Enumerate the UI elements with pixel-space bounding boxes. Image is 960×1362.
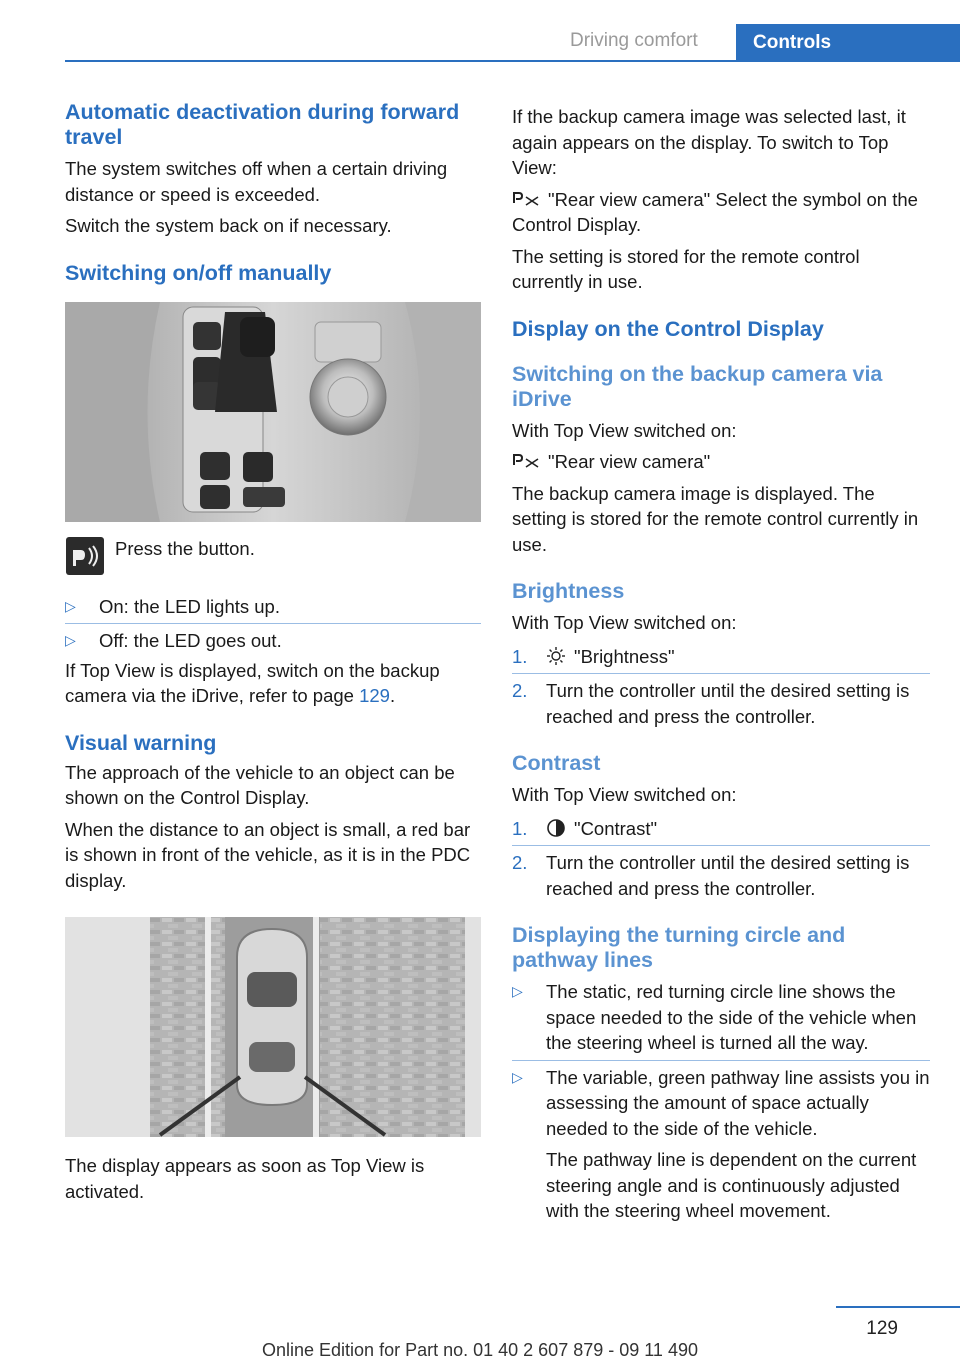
triangle-bullet-icon: ▷: [65, 632, 76, 648]
header-chapter-tab: Controls: [736, 24, 960, 62]
paragraph-rear: "Rear view camera": [512, 449, 930, 475]
list-item: ▷ The variable, green pathway line assists you in assessing the amount of space actually needed to the side of the vehicle.: [512, 1065, 930, 1142]
top-view-image: [65, 917, 481, 1137]
list-item: 2. Turn the controller until the desired setting is reached and press the controller.: [512, 680, 910, 727]
paragraph-display: The display appears as soon as Top View is activated.: [65, 1155, 425, 1202]
paragraph: With Top View switched on:: [512, 612, 737, 633]
paragraph: The backup camera image is displayed. The setting is stored for the remote control currently in use.: [512, 482, 919, 555]
page-number: 129: [866, 1318, 898, 1339]
triangle-bullet-icon: ▷: [512, 1068, 523, 1085]
paragraph: The approach of the vehicle to an object can be shown on the Control Display.: [65, 761, 455, 808]
paragraph: The system switches off when a certain driving distance or speed is exceeded.: [65, 158, 448, 205]
list-item: 1. "Contrast": [512, 817, 658, 839]
paragraph: If the backup camera image was selected last, it again appears on the display. To switch to Top View:: [512, 106, 906, 178]
led-bullets: [65, 594, 481, 654]
divider: [512, 845, 930, 846]
paragraph: Switch the system back on if necessary.: [65, 215, 392, 236]
contrast-icon: [546, 818, 566, 838]
paragraph: The setting is stored for the remote control currently in use.: [512, 245, 860, 292]
heading-switching-manually: Switching on/off manually: [65, 260, 332, 285]
triangle-bullet-icon: ▷: [512, 983, 523, 999]
footer-edition: Online Edition for Part no. 01 40 2 607 879 - 09 11 490: [262, 1340, 698, 1360]
contrast-steps: [512, 816, 930, 902]
paragraph: With Top View switched on:: [512, 419, 737, 441]
heading-switch-backup-camera: Switching on the backup camera via iDrive: [512, 361, 883, 411]
rear-view-camera-icon: [512, 451, 540, 471]
divider: [512, 1060, 930, 1061]
heading-turning-circle: Displaying the turning circle and pathway lines: [512, 923, 846, 972]
footer-rule: [836, 1306, 960, 1308]
list-item: ▷ Off: the LED goes out.: [65, 628, 481, 654]
heading-contrast: Contrast: [512, 751, 601, 775]
console-photo: [65, 302, 481, 522]
divider: [65, 623, 481, 624]
paragraph-rear-select: "Rear view camera" Select the symbol on the Control Display.: [512, 188, 918, 235]
press-button-text: Press the button.: [115, 537, 255, 559]
paragraph: When the distance to an object is small, a red bar is shown in front of the vehicle, as it is in the PDC display.: [65, 818, 471, 891]
list-item: ▷ On: the LED lights up.: [65, 594, 481, 620]
list-item-continuation: The pathway line is dependent on the current steering angle and is continuously adjusted with the steering wheel movement.: [546, 1149, 917, 1221]
rear-view-camera-icon: [512, 189, 540, 209]
brightness-steps: [512, 644, 930, 730]
heading-brightness: Brightness: [512, 579, 625, 603]
paragraph: With Top View switched on:: [512, 784, 737, 805]
left-column: [65, 100, 481, 1204]
brightness-icon: [546, 646, 566, 666]
list-item: ▷ The static, red turning circle line shows the space needed to the side of the vehicle when the steering wheel is turned all the way.: [512, 979, 930, 1056]
right-column: [512, 100, 930, 1224]
list-item: 2. Turn the controller until the desired setting is reached and press the controller.: [512, 852, 910, 899]
heading-display-control: Display on the Control Display: [512, 316, 824, 341]
header-section-title: Driving comfort: [570, 30, 698, 51]
heading-visual-warning: Visual warning: [65, 730, 217, 755]
page-link[interactable]: 129: [359, 685, 390, 706]
list-item: 1. "Brightness": [512, 645, 675, 667]
heading-automatic-deactivation: Automatic deactivation during forward travel: [65, 100, 460, 149]
turning-bullets: [512, 979, 930, 1224]
press-button-row: [65, 536, 481, 576]
pdc-button-icon: [65, 536, 105, 576]
triangle-bullet-icon: ▷: [65, 597, 76, 614]
divider: [512, 673, 930, 674]
paragraph-topview: If Top View is displayed, switch on the backup camera via the iDrive, refer to page 129.: [65, 659, 440, 706]
